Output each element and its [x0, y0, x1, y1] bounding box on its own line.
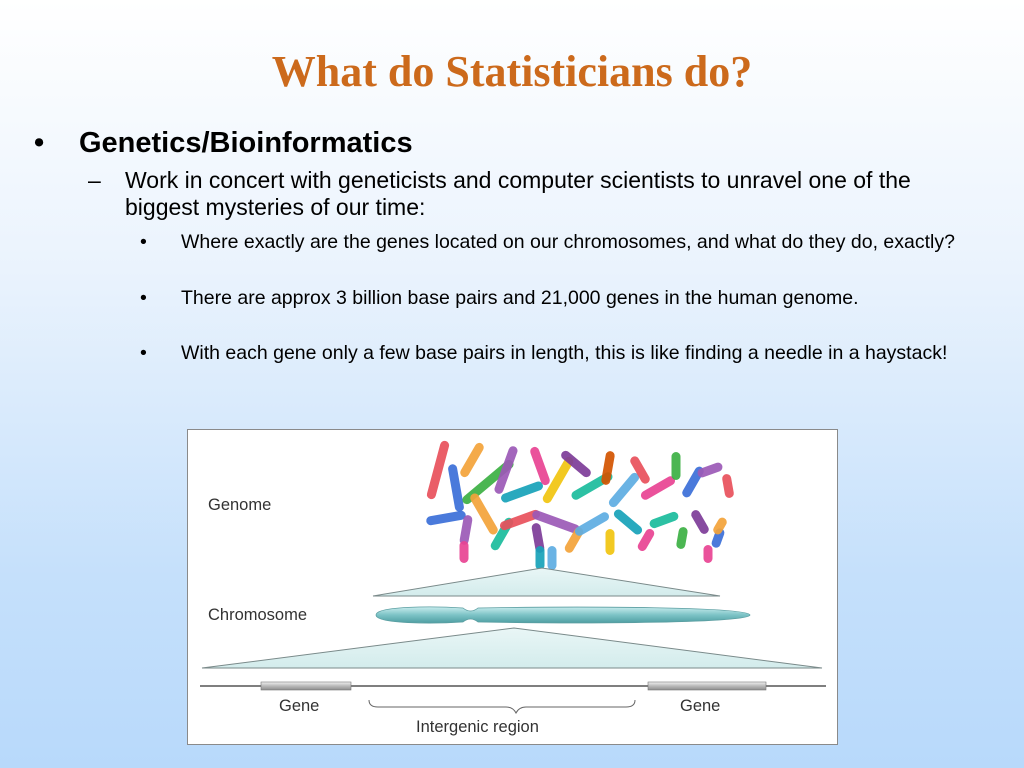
label-genome: Genome [208, 496, 272, 514]
chromosome-piece [612, 508, 644, 537]
intergenic-brace [369, 700, 635, 713]
heading-text: Genetics/Bioinformatics [79, 127, 413, 159]
sub-point-text: Work in concert with geneticists and computer scientists to unravel one of the biggest mysteries of our time: [125, 167, 911, 220]
label-gene-left: Gene [279, 697, 320, 715]
chromosome-piece [500, 480, 544, 504]
chromosome-piece [459, 441, 486, 478]
detail-bullet: • [140, 231, 147, 253]
label-gene-right: Gene [680, 697, 721, 715]
zoom-fan-genome [373, 568, 720, 596]
chromosome-piece [529, 446, 551, 487]
chromosome-piece [536, 546, 545, 570]
chromosome-piece [648, 511, 679, 530]
chromosome-piece [704, 545, 713, 563]
chromosome-piece [712, 516, 729, 536]
chromosome-piece [548, 546, 557, 570]
chromosome-piece [601, 450, 616, 485]
chromosome-piece [690, 508, 711, 535]
detail-bullet: • [140, 287, 147, 309]
chromosome-piece [469, 492, 500, 536]
chromosome-shape [376, 607, 750, 623]
gene-box-right [648, 682, 766, 690]
detail-text: Where exactly are the genes located on our chromosomes, and what do they do, exactly? [181, 231, 955, 253]
slide-title: What do Statisticians do? [271, 47, 753, 96]
chromosome-piece [426, 510, 467, 526]
dash-symbol: – [88, 167, 101, 193]
genome-diagram-svg [188, 430, 839, 746]
detail-bullet: • [140, 342, 147, 364]
gene-box-left [261, 682, 351, 690]
chromosome-piece [426, 440, 450, 500]
chromosome-piece [460, 541, 469, 563]
label-intergenic-region: Intergenic region [416, 718, 539, 736]
chromosome-piece [721, 473, 734, 498]
detail-text: There are approx 3 billion base pairs and 21,000 genes in the human genome. [181, 287, 859, 309]
genome-diagram [187, 429, 838, 745]
detail-text: With each gene only a few base pairs in length, this is like finding a needle in a haystack! [181, 342, 948, 364]
chromosome-piece [696, 461, 724, 478]
chromosome-piece [573, 511, 610, 538]
label-chromosome: Chromosome [208, 606, 308, 624]
karyotype-cluster [426, 440, 735, 570]
chromosome-piece [676, 526, 689, 549]
zoom-fan-chromosome [202, 628, 822, 668]
bullet-symbol: • [34, 127, 45, 159]
chromosome-piece [672, 452, 681, 480]
chromosome-piece [606, 529, 615, 555]
